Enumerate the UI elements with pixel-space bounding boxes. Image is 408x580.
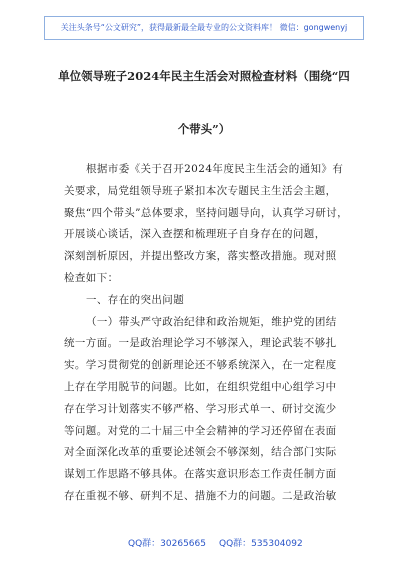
promo-banner xyxy=(44,16,364,40)
subsection-heading: （一）带头严守政治纪律和政治规矩，维护党的团结 xyxy=(86,315,337,328)
body-line: 对全面深化改革的重要论述领会不够深刻，结合部门实际 xyxy=(64,446,337,459)
body-line: 上存在学用脱节的问题。比如，在组织党组中心组学习中 xyxy=(64,380,337,393)
document-title-line-2: 个带头”） xyxy=(177,122,231,136)
body-line: 检查如下： xyxy=(64,271,119,284)
document-body xyxy=(64,159,356,508)
footer-contact xyxy=(0,536,408,552)
body-line: 深刻剖析原因，并提出整改方案，落实整改措施。现对照 xyxy=(64,250,337,263)
body-line: 等问题。对党的二十届三中全会精神的学习还停留在表面 xyxy=(64,424,337,437)
body-line: 统一方面。一是政治理论学习不够深入，理论武装不够扎 xyxy=(64,337,337,350)
body-line: 关要求，局党组领导班子紧扣本次专题民主生活会主题， xyxy=(64,184,337,197)
promo-banner-text: 关注头条号“公文研究”，获得最新最全最专业的公文资料库！ 微信：gongwenyj xyxy=(60,23,348,32)
footer-qq-group-1: QQ群：30265665 xyxy=(128,539,206,549)
body-line: 开展谈心谈话，深入查摆和梳理班子自身存在的问题， xyxy=(64,228,326,241)
footer-qq-group-2: QQ群：535304092 xyxy=(219,539,303,549)
body-line: 存在学习计划落实不够严格、学习形式单一、研讨交流少 xyxy=(64,402,337,415)
body-line: 聚焦“四个带头”总体要求，坚持问题导向，认真学习研讨， xyxy=(64,206,349,219)
body-line: 根据市委《关于召开2024年度民主生活会的通知》有 xyxy=(86,163,344,175)
body-line: 谋划工作思路不够具体。在落实意识形态工作责任制方面 xyxy=(64,468,337,481)
body-line: 实。学习贯彻党的创新理论还不够系统深入，在一定程度 xyxy=(64,359,337,372)
section-heading: 一、存在的突出问题 xyxy=(86,293,185,306)
body-line: 存在重视不够、研判不足、措施不力的问题。二是政治敏 xyxy=(64,489,337,502)
document-title-line-1: 单位领导班子2024年民主生活会对照检查材料（围绕“四 xyxy=(58,69,350,83)
